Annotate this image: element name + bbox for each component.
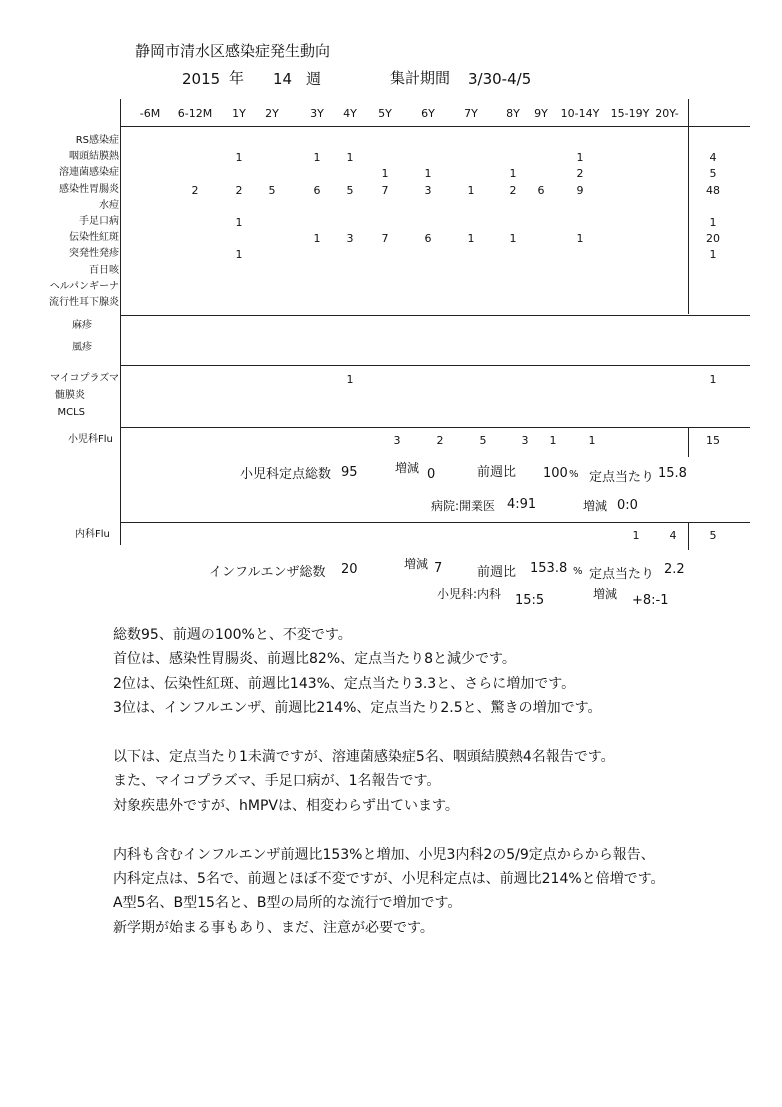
pediatric-change-value: 0 bbox=[427, 467, 436, 482]
row-total: 48 bbox=[706, 184, 720, 197]
disease-name: 水痘 bbox=[99, 200, 119, 211]
commentary-line: 首位は、感染性胃腸炎、前週比82%、定点当たり8と減少です。 bbox=[113, 651, 516, 668]
table-cell: 1 bbox=[588, 434, 596, 447]
table-cell: 1 bbox=[313, 151, 321, 164]
age-column-header: 4Y bbox=[343, 107, 357, 120]
row-total: 1 bbox=[709, 248, 717, 261]
pediatric-ratio-unit: % bbox=[569, 469, 579, 480]
age-column-header: 6Y bbox=[421, 107, 435, 120]
table-cell: 1 bbox=[576, 151, 584, 164]
pediatric-ratio-label: 前週比 bbox=[477, 465, 517, 480]
table-cell: 1 bbox=[509, 167, 517, 180]
internal-flu-total: 5 bbox=[709, 529, 717, 542]
table-cell: 1 bbox=[509, 232, 517, 245]
table-cell: 2 bbox=[509, 184, 517, 197]
disease-name: 手足口病 bbox=[79, 216, 119, 227]
table-cell: 6 bbox=[424, 232, 432, 245]
year: 2015 bbox=[182, 70, 221, 88]
split-label: 小児科:内科 bbox=[437, 587, 502, 601]
age-column-header: 8Y bbox=[506, 107, 520, 120]
week-number: 14 bbox=[273, 70, 293, 88]
disease-name: 感染性胃腸炎 bbox=[59, 184, 119, 195]
table-cell: 3 bbox=[393, 434, 401, 447]
table-cell: 3 bbox=[346, 232, 354, 245]
influenza-change-value: 7 bbox=[434, 561, 443, 576]
commentary-line bbox=[113, 818, 665, 842]
age-column-header: -6M bbox=[139, 107, 161, 120]
disease-name: 咽頭結膜熱 bbox=[69, 151, 119, 162]
internal-flu-label: 内科Flu bbox=[75, 529, 110, 540]
influenza-per-value: 2.2 bbox=[664, 562, 685, 577]
section-border bbox=[120, 315, 750, 316]
influenza-total-label: インフルエンザ総数 bbox=[209, 565, 326, 580]
hospital-change-label: 増減 bbox=[583, 499, 608, 513]
row-total: 20 bbox=[706, 232, 720, 245]
table-cell: 5 bbox=[268, 184, 276, 197]
disease-name: 伝染性紅斑 bbox=[69, 232, 119, 243]
age-column-header: 7Y bbox=[464, 107, 478, 120]
week-unit: 週 bbox=[306, 70, 322, 88]
table-cell: 1 bbox=[467, 184, 475, 197]
table-cell: 4 bbox=[669, 529, 677, 542]
hospital-ratio-value: 4:91 bbox=[507, 497, 537, 512]
pediatric-ratio-value: 100 bbox=[543, 466, 568, 481]
hospital-change-value: 0:0 bbox=[617, 498, 638, 513]
table-cell: 1 bbox=[235, 248, 243, 261]
pediatric-total-label: 小児科定点総数 bbox=[240, 467, 332, 482]
disease-name: 流行性耳下腺炎 bbox=[49, 297, 119, 308]
section-border bbox=[120, 522, 750, 523]
disease-name: ヘルパンギーナ bbox=[49, 281, 119, 292]
table-cell: 7 bbox=[381, 232, 389, 245]
commentary-line: 新学期が始まる事もあり、まだ、注意が必要です。 bbox=[113, 919, 434, 936]
row-total: 1 bbox=[709, 216, 717, 229]
influenza-change-label: 増減 bbox=[404, 557, 429, 571]
disease-name: MCLS bbox=[57, 407, 85, 418]
table-cell: 1 bbox=[313, 232, 321, 245]
table-cell: 5 bbox=[346, 184, 354, 197]
age-column-header: 6-12M bbox=[177, 107, 213, 120]
table-cell: 7 bbox=[381, 184, 389, 197]
table-cell: 2 bbox=[235, 184, 243, 197]
row-total: 4 bbox=[709, 151, 717, 164]
disease-name: 髄膜炎 bbox=[55, 390, 85, 401]
table-cell: 1 bbox=[632, 529, 640, 542]
age-column-header: 10-14Y bbox=[560, 107, 600, 120]
period-range: 3/30-4/5 bbox=[468, 70, 532, 88]
age-column-header: 2Y bbox=[265, 107, 279, 120]
disease-name: マイコプラズマ bbox=[50, 373, 119, 384]
disease-name: 風疹 bbox=[72, 342, 92, 353]
commentary-line: 以下は、定点当たり1未満ですが、溶連菌感染症5名、咽頭結膜熱4名報告です。 bbox=[113, 748, 615, 765]
influenza-ratio-unit: % bbox=[573, 566, 583, 577]
table-cell: 1 bbox=[576, 232, 584, 245]
table-cell: 3 bbox=[521, 434, 529, 447]
row-total: 1 bbox=[709, 373, 717, 386]
pediatric-per-value: 15.8 bbox=[658, 466, 687, 481]
commentary-line: また、マイコプラズマ、手足口病が、1名報告です。 bbox=[113, 773, 441, 790]
section-border bbox=[120, 365, 750, 366]
table-cell: 1 bbox=[346, 151, 354, 164]
table-cell: 1 bbox=[549, 434, 557, 447]
table-cell: 3 bbox=[424, 184, 432, 197]
row-total: 5 bbox=[709, 167, 717, 180]
pediatric-total-value: 95 bbox=[341, 465, 358, 480]
split-change-value: +8:-1 bbox=[632, 593, 669, 608]
pediatric-flu-total: 15 bbox=[706, 434, 720, 447]
hospital-ratio-label: 病院:開業医 bbox=[431, 499, 496, 513]
disease-name: 百日咳 bbox=[89, 265, 119, 276]
commentary-line: 内科定点は、5名で、前週とほぼ不変ですが、小児科定点は、前週比214%と倍増です。 bbox=[113, 870, 665, 887]
year-unit: 年 bbox=[229, 69, 245, 87]
table-cell: 1 bbox=[381, 167, 389, 180]
table-cell: 1 bbox=[467, 232, 475, 245]
period-label: 集計期間 bbox=[390, 69, 451, 87]
commentary-line: 2位は、伝染性紅斑、前週比143%、定点当たり3.3と、さらに増加です。 bbox=[113, 675, 576, 692]
table-cell: 1 bbox=[346, 373, 354, 386]
section-border bbox=[120, 427, 750, 428]
table-cell: 2 bbox=[191, 184, 199, 197]
age-column-header: 20Y- bbox=[655, 107, 679, 120]
table-cell: 9 bbox=[576, 184, 584, 197]
disease-name: 突発性発疹 bbox=[69, 248, 119, 259]
commentary-line: 3位は、インフルエンザ、前週比214%、定点当たり2.5と、驚きの増加です。 bbox=[113, 700, 602, 717]
disease-name: 溶連菌感染症 bbox=[59, 167, 119, 178]
disease-name: 麻疹 bbox=[72, 320, 92, 331]
commentary-line: 内科も含むインフルエンザ前週比153%と増加、小児3内科2の5/9定点からから報告、 bbox=[113, 846, 655, 863]
total-col-border bbox=[688, 427, 689, 457]
split-value: 15:5 bbox=[515, 593, 545, 608]
age-column-header: 1Y bbox=[232, 107, 246, 120]
table-cell: 6 bbox=[313, 184, 321, 197]
table-cell: 6 bbox=[537, 184, 545, 197]
table-cell: 2 bbox=[576, 167, 584, 180]
age-column-header: 15-19Y bbox=[610, 107, 650, 120]
header-row-border bbox=[120, 126, 750, 127]
disease-name: RS感染症 bbox=[75, 135, 119, 146]
commentary-line: 対象疾患外ですが、hMPVは、相変わらず出ています。 bbox=[113, 797, 459, 814]
commentary-line: A型5名、B型15名と、B型の局所的な流行で増加です。 bbox=[113, 895, 462, 912]
commentary-line: 総数95、前週の100%と、不変です。 bbox=[113, 627, 352, 643]
pediatric-change-label: 増減 bbox=[395, 461, 420, 475]
table-cell: 5 bbox=[479, 434, 487, 447]
total-col-border bbox=[688, 131, 689, 314]
report-title: 静岡市清水区感染症発生動向 bbox=[135, 42, 331, 60]
pediatric-flu-label: 小児科Flu bbox=[68, 434, 113, 445]
table-cell: 1 bbox=[235, 216, 243, 229]
age-column-header: 3Y bbox=[310, 107, 324, 120]
age-column-header: 5Y bbox=[378, 107, 392, 120]
influenza-ratio-value: 153.8 bbox=[530, 561, 568, 576]
commentary bbox=[113, 623, 665, 940]
total-col-border bbox=[688, 522, 689, 550]
table-cell: 1 bbox=[424, 167, 432, 180]
influenza-total-value: 20 bbox=[341, 562, 358, 577]
commentary-line bbox=[113, 721, 665, 745]
split-change-label: 増減 bbox=[593, 587, 618, 601]
influenza-per-label: 定点当たり bbox=[589, 567, 655, 582]
pediatric-per-label: 定点当たり bbox=[589, 470, 655, 485]
age-column-header: 9Y bbox=[534, 107, 548, 120]
table-cell: 1 bbox=[235, 151, 243, 164]
influenza-ratio-label: 前週比 bbox=[477, 565, 517, 580]
table-cell: 2 bbox=[436, 434, 444, 447]
table-left-border bbox=[120, 99, 121, 545]
